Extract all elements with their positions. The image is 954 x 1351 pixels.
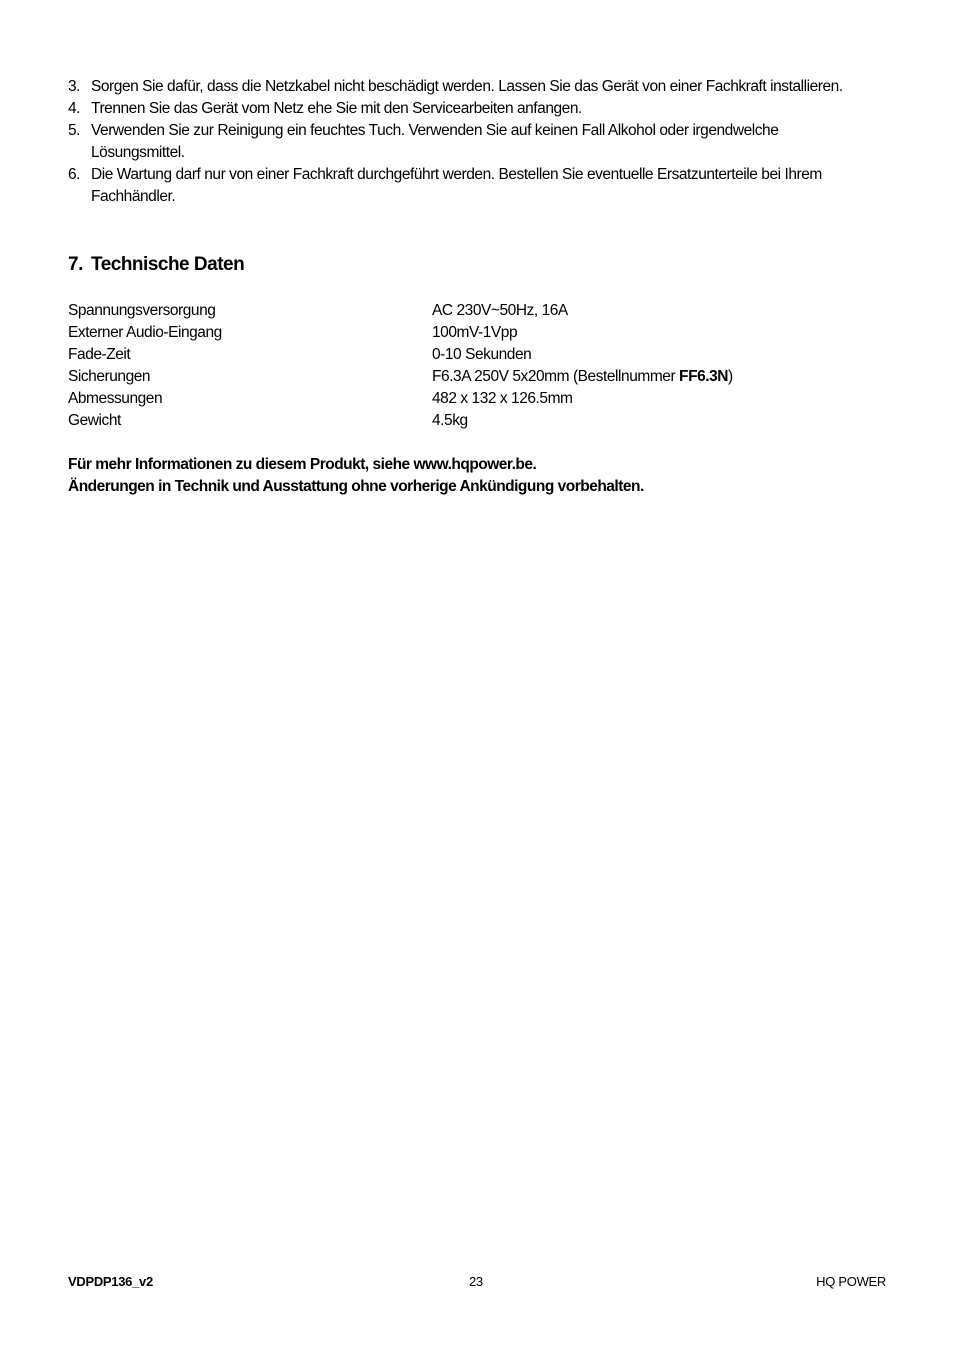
list-item-text: Verwenden Sie zur Reinigung ein feuchtes Tuch. Verwenden Sie auf keinen Fall Alkohol oder irgendwelche Lösungsmittel. bbox=[91, 122, 779, 161]
spec-label: Externer Audio-Eingang bbox=[68, 324, 222, 341]
maintenance-list bbox=[68, 76, 858, 208]
spec-row bbox=[68, 366, 733, 388]
info-note: Für mehr Informationen zu diesem Produkt, siehe www.hqpower.be. bbox=[68, 456, 537, 473]
notes-block bbox=[68, 454, 644, 498]
spec-label: Spannungsversorgung bbox=[68, 302, 216, 319]
section-number: 7. bbox=[68, 254, 83, 275]
list-item-text: Sorgen Sie dafür, dass die Netzkabel nicht beschädigt werden. Lassen Sie das Gerät von einer Fachkraft installieren. bbox=[91, 78, 843, 95]
list-item-number: 3. bbox=[68, 78, 81, 95]
spec-row bbox=[68, 410, 733, 432]
spec-row bbox=[68, 388, 733, 410]
list-item-number: 4. bbox=[68, 100, 81, 117]
section-heading bbox=[68, 253, 244, 277]
list-item bbox=[68, 120, 858, 164]
spec-value bbox=[432, 366, 733, 388]
spec-label: Abmessungen bbox=[68, 390, 163, 407]
footer-document-id: VDPDP136_v2 bbox=[68, 1274, 153, 1289]
spec-table bbox=[68, 300, 733, 432]
spec-value: 4.5kg bbox=[432, 412, 468, 429]
list-item-number: 6. bbox=[68, 166, 81, 183]
spec-value: AC 230V~50Hz, 16A bbox=[432, 302, 568, 319]
spec-value-prefix: F6.3A 250V 5x20mm (Bestellnummer bbox=[432, 368, 680, 385]
footer-page-number: 23 bbox=[469, 1274, 483, 1289]
spec-row bbox=[68, 300, 733, 322]
spec-label: Fade-Zeit bbox=[68, 346, 131, 363]
spec-value: 100mV-1Vpp bbox=[432, 324, 518, 341]
list-item bbox=[68, 164, 858, 208]
list-item-text: Die Wartung darf nur von einer Fachkraft durchgeführt werden. Bestellen Sie eventuelle Ersatzunterteile bei Ihrem Fachhändler. bbox=[91, 166, 822, 205]
section-title: Technische Daten bbox=[91, 254, 245, 275]
spec-row bbox=[68, 344, 733, 366]
list-item-text: Trennen Sie das Gerät vom Netz ehe Sie mit den Servicearbeiten anfangen. bbox=[91, 100, 582, 117]
spec-value: 0-10 Sekunden bbox=[432, 346, 532, 363]
list-item bbox=[68, 76, 858, 98]
spec-label: Sicherungen bbox=[68, 368, 151, 385]
spec-value-suffix: ) bbox=[728, 368, 733, 385]
spec-row bbox=[68, 322, 733, 344]
list-item bbox=[68, 98, 858, 120]
disclaimer-note: Änderungen in Technik und Ausstattung ohne vorherige Ankündigung vorbehalten. bbox=[68, 478, 644, 495]
footer-brand: HQ POWER bbox=[816, 1274, 886, 1289]
spec-value-order-number: FF6.3N bbox=[679, 368, 729, 385]
list-item-number: 5. bbox=[68, 122, 81, 139]
spec-value: 482 x 132 x 126.5mm bbox=[432, 390, 573, 407]
spec-label: Gewicht bbox=[68, 412, 121, 429]
